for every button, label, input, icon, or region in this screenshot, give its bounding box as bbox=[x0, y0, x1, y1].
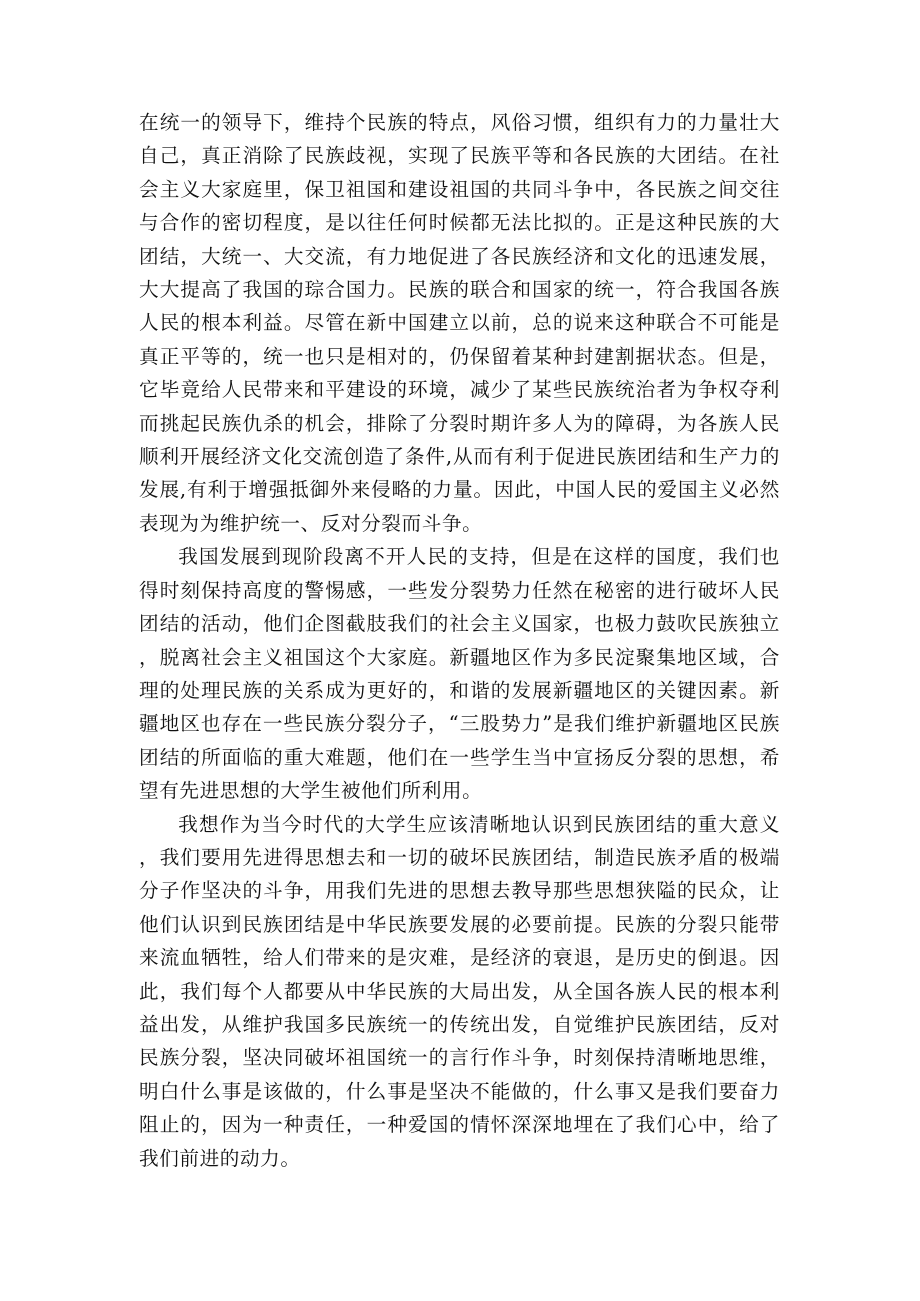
paragraph-student-responsibility: 我想作为当今时代的大学生应该清晰地认识到民族团结的重大意义，我们要用先进得思想去和一切的破坏民族团结，制造民族矛盾的极端分子作坚决的斗争，用我们先进的思想去教导那些思想狭隘的民众，让他们认识到民族团结是中华民族要发展的必要前提。民族的分裂只能带来流血牺牲，给人们带来的是灾难，是经济的衰退，是历史的倒退。因此，我们每个人都要从中华民族的大局出发，从全国各族人民的根本利益出发，从维护我国多民族统一的传统出发，自觉维护民族团结，反对民族分裂，坚决同破坏祖国统一的言行作斗争，时刻保持清晰地思维，明白什么事是该做的，什么事是坚决不能做的，什么事又是我们要奋力阻止的，因为一种责任，一种爱国的情怀深深地埋在了我们心中，给了我们前进的动力。 bbox=[139, 812, 780, 1170]
paragraph-vigilance: 我国发展到现阶段离不开人民的支持，但是在这样的国度，我们也得时刻保持高度的警惕感，一些发分裂势力任然在秘密的进行破坏人民团结的活动，他们企图截肢我们的社会主义国家，也极力鼓吹民族独立，脱离社会主义祖国这个大家庭。新疆地区作为多民淀聚集地区域，合理的处理民族的关系成为更好的，和谐的发展新疆地区的关键因素。新疆地区也存在一些民族分裂分子，“三股势力”是我们维护新疆地区民族团结的所面临的重大难题，他们在一些学生当中宣扬反分裂的思想，希望有先进思想的大学生被他们所利用。 bbox=[139, 545, 780, 803]
paragraph-continued: 在统一的领导下，维持个民族的特点，风俗习惯，组织有力的力量壮大自己，真正消除了民族歧视，实现了民族平等和各民族的大团结。在社会主义大家庭里，保卫祖国和建设祖国的共同斗争中，各民族之间交往与合作的密切程度，是以往任何时候都无法比拟的。正是这种民族的大团结，大统一、大交流，有力地促进了各民族经济和文化的迅速发展，大大提高了我国的琮合国力。民族的联合和国家的统一，符合我国各族人民的根本利益。尽管在新中国建立以前，总的说来这种联合不可能是真正平等的，统一也只是相对的，仍保留着某种封建割据状态。但是，它毕竟给人民带来和平建设的环境，减少了某些民族统治者为争权夺利而挑起民族仇杀的机会，排除了分裂时期许多人为的障碍，为各族人民顺利开展经济文化交流创造了条件,从而有利于促进民族团结和生产力的发展,有利于增强抵御外来侵略的力量。因此，中国人民的爱国主义必然表现为为维护统一、反对分裂而斗争。 bbox=[139, 111, 780, 535]
document-body bbox=[139, 106, 780, 1175]
